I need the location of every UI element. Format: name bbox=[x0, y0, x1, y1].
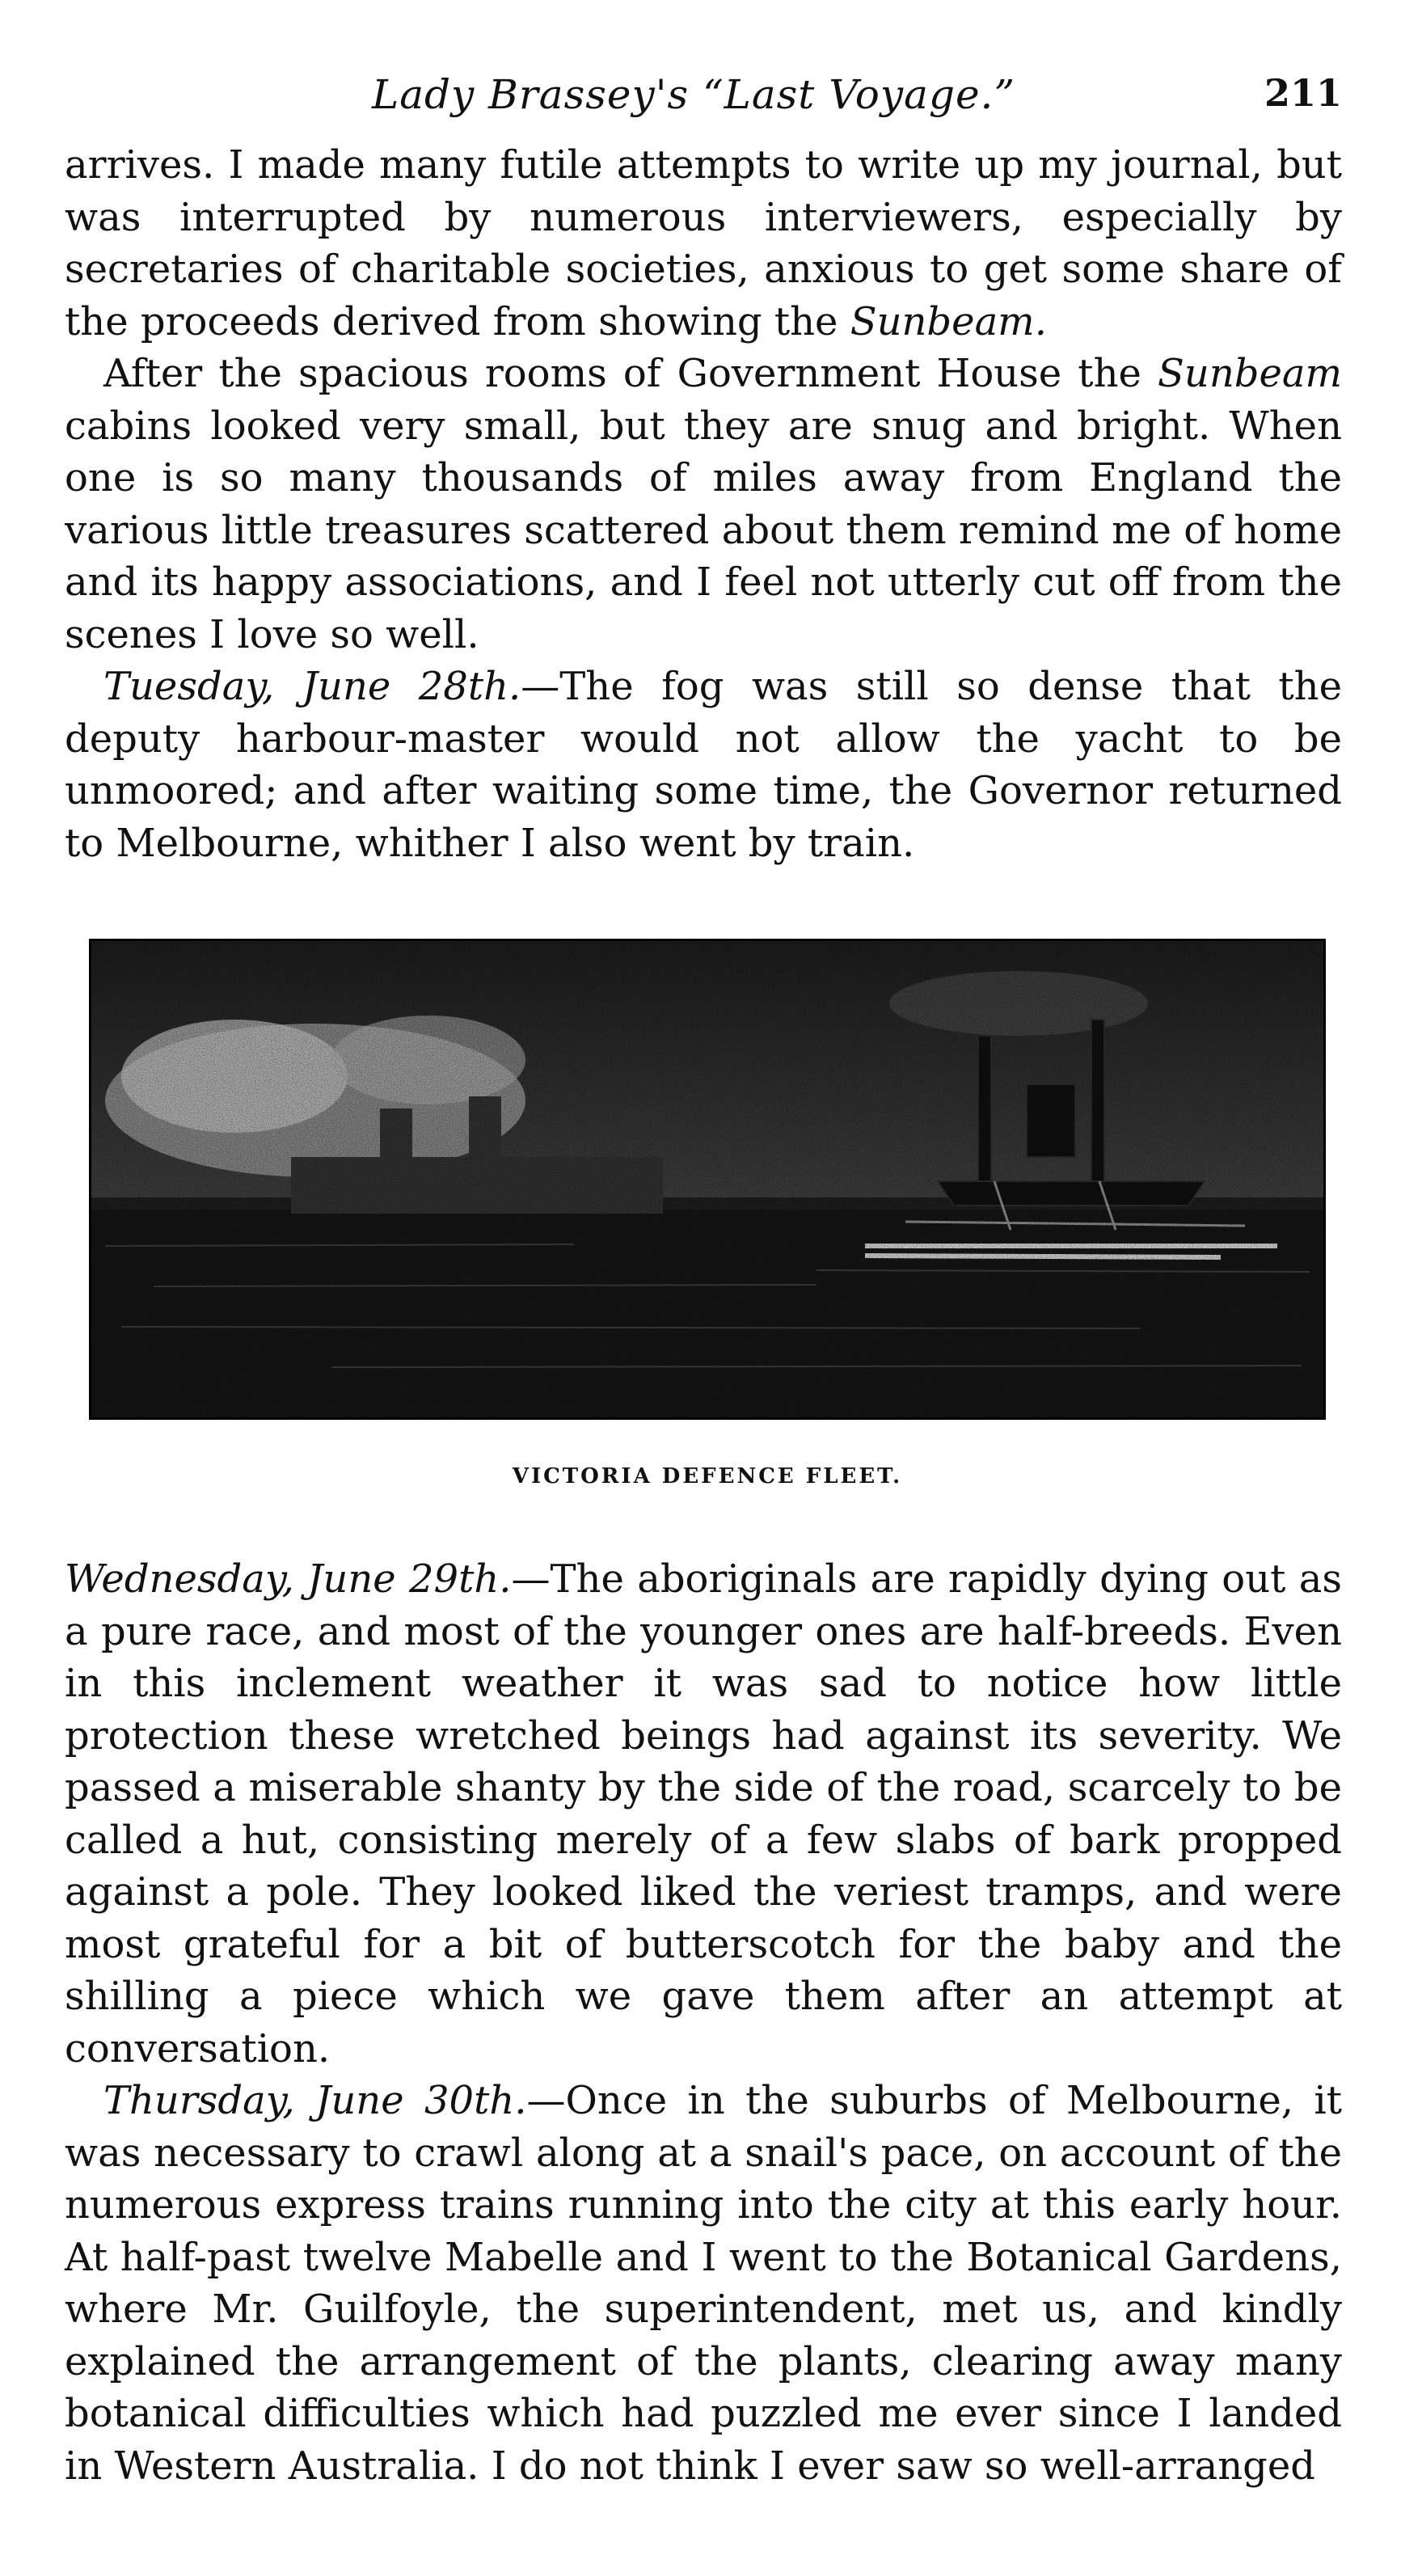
paragraph-text: —The aboriginals are rapidly dying out as a pure race, and most of the younger ones are half-breeds. Even in this inclement weather it was sad to notice how little protection these wretched beings had against its severity. We passed a miserable shanty by the side of the road, scarcely to be called a hut, consisting merely of a few slabs of bark propped against a pole. They looked liked the veriest tramps, and were most grateful for a bit of butterscotch for the baby and the shilling a piece which we gave them after an attempt at conversation. bbox=[65, 1556, 1342, 2071]
paragraph-text: —The fog was still so dense that the deputy harbour-master would not allow the yacht to be unmoored; and after waiting some time, the Governor returned to Melbourne, whither I also went by train. bbox=[65, 664, 1342, 866]
text-block-bottom bbox=[65, 1553, 1342, 2492]
fleet-engraving bbox=[89, 939, 1326, 1420]
ship-name-italic: Sunbeam bbox=[1158, 351, 1342, 396]
page-number: 211 bbox=[1264, 71, 1342, 115]
book-page bbox=[65, 65, 1342, 2492]
paragraph-thursday bbox=[65, 2075, 1342, 2492]
running-head bbox=[65, 65, 1342, 129]
text-block-top bbox=[65, 139, 1342, 869]
paragraph-text: After the spacious rooms of Government House the bbox=[103, 351, 1158, 396]
running-title: Lady Brassey's “Last Voyage.” bbox=[372, 71, 1016, 118]
ship-name-italic: Sunbeam. bbox=[850, 298, 1047, 344]
illustration bbox=[89, 939, 1326, 1489]
date-heading: Tuesday, June 28th. bbox=[103, 664, 521, 709]
paragraph-arrives bbox=[65, 139, 1342, 348]
paragraph-cabins bbox=[65, 348, 1342, 661]
paragraph-text: —Once in the suburbs of Melbourne, it was necessary to crawl along at a snail's pace, on account of the numerous express trains running into the city at this early hour. At half-past twelve Mabelle and I went to the Botanical Gardens, where Mr. Guilfoyle, the superintendent, met us, and kindly explained the arrangement of the plants, clearing away many botanical difficulties which had puzzled me ever since I landed in Western Australia. I do not think I ever saw so well-arranged bbox=[65, 2078, 1343, 2489]
date-heading: Thursday, June 30th. bbox=[103, 2078, 527, 2123]
paragraph-wednesday bbox=[65, 1553, 1342, 2075]
paragraph-tuesday bbox=[65, 661, 1342, 869]
paragraph-text: arrives. I made many futile attempts to write up my journal, but was interrupted by numerous interviewers, especially by secretaries of charitable societies, anxious to get some share of the proceeds derived from showing the bbox=[65, 142, 1342, 344]
paragraph-text-tail: cabins looked very small, but they are snug and bright. When one is so many thousands of miles away from England the various little treasures scattered about them remind me of home and its happy associations, and I feel not utterly cut off from the scenes I love so well. bbox=[65, 403, 1342, 657]
date-heading: Wednesday, June 29th. bbox=[65, 1556, 512, 1602]
figure-caption: VICTORIA DEFENCE FLEET. bbox=[512, 1464, 903, 1489]
